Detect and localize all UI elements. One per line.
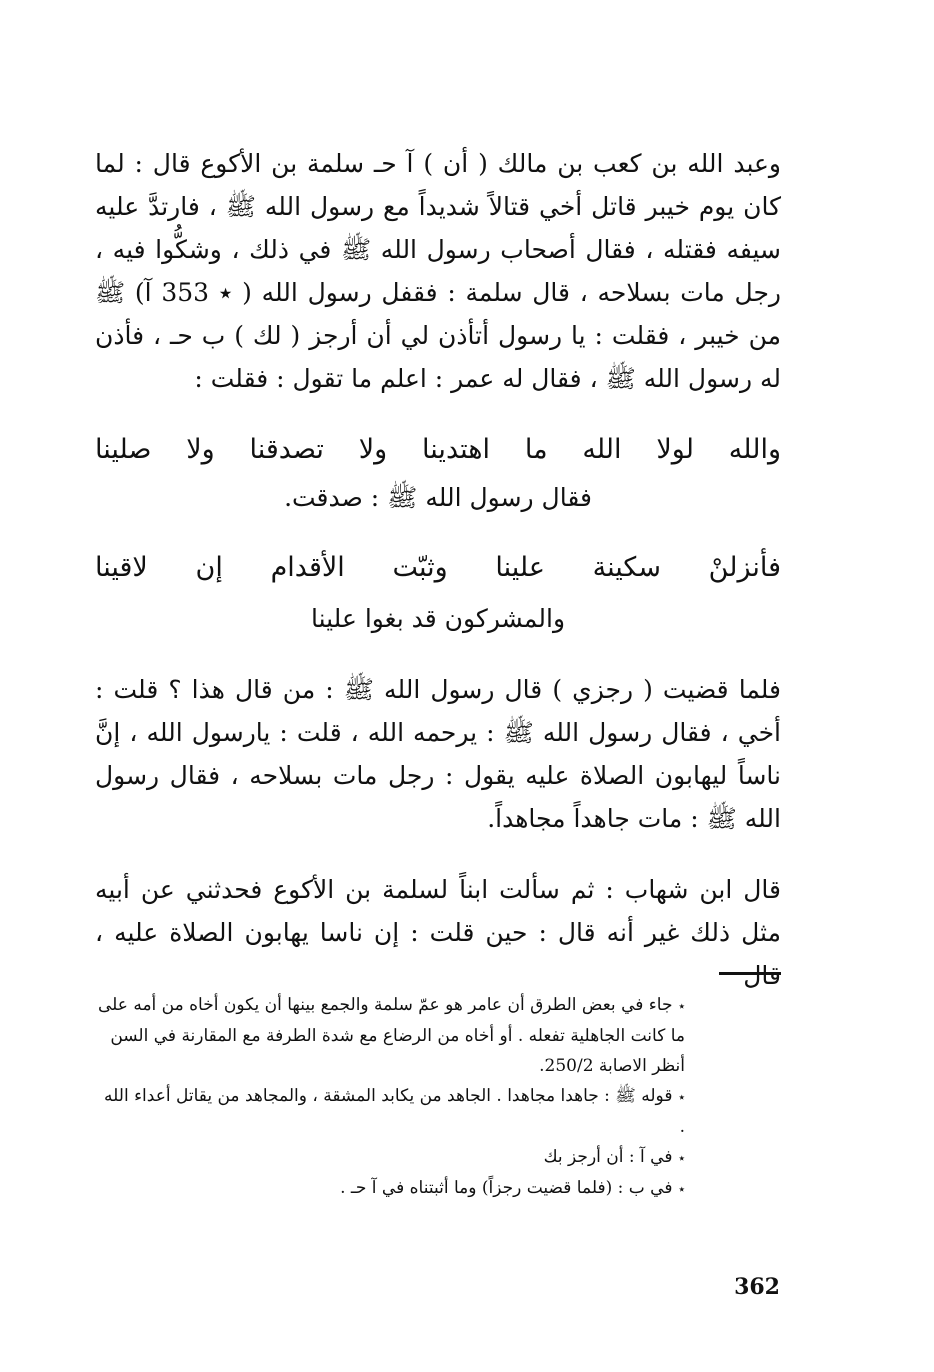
page-number: 362 bbox=[734, 1274, 780, 1300]
footnote-mark: ٭ bbox=[678, 1182, 685, 1196]
verse-1 bbox=[95, 430, 781, 519]
footnote bbox=[95, 1142, 685, 1173]
verse-2-line: فأنزلنْ سكينة علينا وثبّت الأقدام إن لاقينا bbox=[95, 552, 781, 583]
paragraph-1: وعبد الله بن كعب بن مالك ( أن ) آ حـ سلمة بن الأكوع قال : لما كان يوم خيبر قاتل أخي قتالاً شديداً مع رسول الله ﷺ ، فارتدَّ عليه سيفه فقتله ، فقال أصحاب رسول الله ﷺ في ذلك ، وشكُّوا فيه ، رجل مات بسلاحه ، قال سلمة : فقفل رسول الله ( ٭ 353 آ) ﷺ من خيبر ، فقلت : يا رسول أتأذن لي أن أرجز ( لك ) ب حـ ، فأذن له رسول الله ﷺ ، فقال له عمر : اعلم ما تقول : فقلت : bbox=[95, 149, 781, 393]
footnote bbox=[95, 990, 685, 1081]
footnotes bbox=[95, 990, 685, 1204]
footnote-text: في آ : أن أرجز بك bbox=[543, 1147, 673, 1167]
paragraph-2: فلما قضيت ( رجزي ) قال رسول الله ﷺ : من قال هذا ؟ قلت : أخي ، فقال رسول الله ﷺ : يرحمه الله ، قلت : يارسول الله ، إنَّ ناساً ليهابون الصلاة عليه يقول : رجل مات بسلاحه ، فقال رسول الله ﷺ : مات جاهداً مجاهداً. bbox=[95, 675, 781, 833]
verse-1-response: فقال رسول الله ﷺ : صدقت. bbox=[284, 483, 592, 512]
footnote-mark: ٭ bbox=[678, 1151, 685, 1165]
footnote-mark: ٭ bbox=[678, 1090, 685, 1104]
paragraph-3: قال ابن شهاب : ثم سألت ابناً لسلمة بن الأكوع فحدثني عن أبيه مثل ذلك غير أنه قال : حين قلت : إن ناسا يهابون الصلاة عليه ، قال bbox=[95, 875, 781, 990]
footnote-text: قوله ﷺ : جاهدا مجاهدا . الجاهد من يكابد المشقة ، والمجاهد من يقاتل أعداء الله . bbox=[104, 1086, 685, 1137]
footnote bbox=[95, 1173, 685, 1204]
footnote-separator bbox=[719, 972, 781, 975]
verse-2 bbox=[95, 548, 781, 633]
footnote-text: جاء في بعض الطرق أن عامر هو عمّ سلمة والجمع بينها أن يكون أخاه من أمه على ما كانت الجاهلية تفعله . أو أخاه من الرضاع مع شدة الطرفة مع المقارنة في السن أنظر الاصابة 250/2. bbox=[97, 995, 685, 1076]
footnote-text: في ب : (فلما قضيت رجزاً) وما أثبتناه في آ حـ . bbox=[340, 1178, 673, 1198]
verse-1-line: والله لولا الله ما اهتدينا ولا تصدقنا ولا صلينا bbox=[95, 434, 781, 465]
verse-2-line-2: والمشركون قد بغوا علينا bbox=[310, 604, 566, 633]
footnote bbox=[95, 1081, 685, 1142]
footnote-mark: ٭ bbox=[678, 999, 685, 1013]
